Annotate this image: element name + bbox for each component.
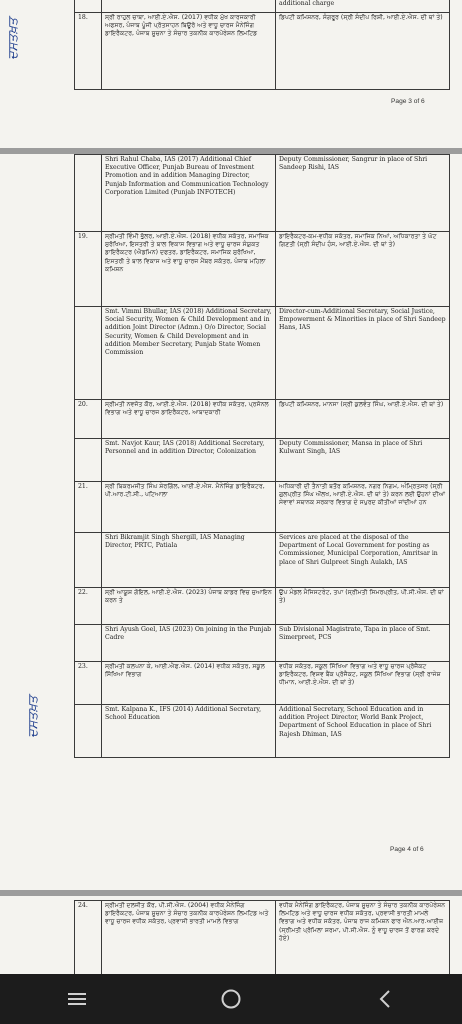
menu-icon	[67, 991, 87, 1007]
table-row: 21. ਸ੍ਰੀ ਬਿਕਰਮਜੀਤ ਸਿੰਘ ਸ਼ੇਰਗਿੱਲ, ਆਈ.ਏ.ਐਸ. ਮੈਨੇਜਿੰਗ ਡਾਇਰੈਕਟਰ, ਪੀ.ਆਰ.ਟੀ.ਸੀ., ਪਟਿਆਲਾ ਅਧਿਕਾਰੀ ਦੀ ਤੈਨਾਤੀ ਬਤੌਰ ਕਮਿਸ਼ਨਰ, ਨਗਰ ਨਿਗਮ, ਅੰਮ੍ਰਿਤਸਰ (ਸ੍ਰੀ ਗੁਲਪ੍ਰੀਤ ਸਿੰਘ ਔਲਖ, ਆਈ.ਏ.ਐਸ. ਦੀ ਥਾਂ ਤੇ) ਕਰਨ ਲਈ ਉਹਨਾਂ ਦੀਆਂ ਸੇਵਾਵਾਂ ਸਥਾਨਕ ਸਰਕਾਰ ਵਿਭਾਗ ਦੇ ਸਪੁਰਦ ਕੀਤੀਆਂ ਜਾਂਦੀਆਂ ਹਨ	[75, 482, 450, 533]
page-number: Page 3 of 6	[391, 98, 425, 105]
table-row: Smt. Navjot Kaur, IAS (2018) Additional Secretary, Personnel and in addition Director, Colonization Deputy Commissioner, Mansa in place of Shri Kulwant Singh, IAS	[75, 439, 450, 482]
table-row: 18. ਸ੍ਰੀ ਰਾਹੁਲ ਚਾਬਾ, ਆਈ.ਏ.ਐਸ. (2017) ਵਧੀਕ ਮੁੱਖ ਕਾਰਜਕਾਰੀ ਅਫਸਰ, ਪੰਜਾਬ ਪੂੰਜੀ ਪ੍ਰੋਤਸਾਹਨ ਬਿਊਰੋ ਅਤੇ ਵਾਧੂ ਚਾਰਜ ਮੈਨੇਜਿੰਗ ਡਾਇਰੈਕਟਰ, ਪੰਜਾਬ ਸੂਚਨਾ ਤੇ ਸੰਚਾਰ ਤਕਨੀਕ ਕਾਰਪੋਰੇਸ਼ਨ ਲਿਮਟਿਡ ਡਿਪਟੀ ਕਮਿਸ਼ਨਰ, ਸੰਗਰੂਰ (ਸ੍ਰੀ ਸੰਦੀਪ ਰਿਸ਼ੀ, ਆਈ.ਏ.ਐਸ. ਦੀ ਥਾਂ ਤੇ)	[75, 13, 450, 90]
home-button[interactable]	[201, 974, 261, 1024]
page-5-table	[74, 900, 450, 974]
table-row: Smt. Kalpana K., IFS (2014) Additional Secretary, School Education Additional Secretary, School Education and in addition Project Director, World Bank Project, Department of School Education in place of Shri Rajesh Dhiman, IAS	[75, 705, 450, 758]
back-button[interactable]	[355, 974, 415, 1024]
table-row: 23. ਸ੍ਰੀਮਤੀ ਕਲਪਨਾ ਕੇ, ਆਈ.ਐਫ.ਐਸ. (2014) ਵਧੀਕ ਸਕੱਤਰ, ਸਕੂਲ ਸਿੱਖਿਆ ਵਿਭਾਗ ਵਧੀਕ ਸਕੱਤਰ, ਸਕੂਲ ਸਿੱਖਿਆ ਵਿਭਾਗ ਅਤੇ ਵਾਧੂ ਚਾਰਜ ਪ੍ਰੋਜੈਕਟ ਡਾਇਰੈਕਟਰ, ਵਿਸ਼ਵ ਬੈਂਕ ਪ੍ਰੋਜੈਕਟ, ਸਕੂਲ ਸਿੱਖਿਆ ਵਿਭਾਗ (ਸ੍ਰੀ ਰਾਜੇਸ਼ ਧੀਮਾਨ, ਆਈ.ਏ.ਐਸ. ਦੀ ਥਾਂ ਤੇ)	[75, 662, 450, 705]
page-5-sheet	[0, 896, 462, 974]
table-row: Smt. Vimmi Bhullar, IAS (2018) Additional Secretary, Social Security, Women & Child Development and in addition Joint Director (Admn.) O/o Director, Social Security, Women & Child Development and in addition Member Secretary, Punjab State Women Commission Director-cum-Additional Secretary, Social Justice, Empowerment & Minorities in place of Shri Sandeep Hans, IAS	[75, 307, 450, 400]
page-number: Page 4 of 6	[390, 846, 424, 853]
table-row: 20. ਸ੍ਰੀਮਤੀ ਨਵਜੋਤ ਕੌਰ, ਆਈ.ਏ.ਐਸ. (2018) ਵਧੀਕ ਸਕੱਤਰ, ਪ੍ਰਸੋਨਲ ਵਿਭਾਗ ਅਤੇ ਵਾਧੂ ਚਾਰਜ ਡਾਇਰੈਕਟਰ, ਆਬਾਦਕਾਰੀ ਡਿਪਟੀ ਕਮਿਸ਼ਨਰ, ਮਾਨਸਾ (ਸ੍ਰੀ ਕੁਲਵੰਤ ਸਿੰਘ, ਆਈ.ਏ.ਐਸ. ਦੀ ਥਾਂ ਤੇ)	[75, 400, 450, 439]
page-4-sheet	[0, 154, 462, 890]
page-3-sheet	[0, 0, 462, 148]
table-row: 24. ਸ੍ਰੀਮਤੀ ਦਲਜੀਤ ਕੌਰ, ਪੀ.ਸੀ.ਐਸ. (2004) ਵਧੀਕ ਮੈਨੇਜਿੰਗ ਡਾਇਰੈਕਟਰ, ਪੰਜਾਬ ਸੂਚਨਾ ਤੇ ਸੰਚਾਰ ਤਕਨੀਕ ਕਾਰਪੋਰੇਸ਼ਨ ਲਿਮਟਿਡ ਅਤੇ ਵਾਧੂ ਚਾਰਜ ਵਧੀਕ ਸਕੱਤਰ, ਪ੍ਰਵਾਸੀ ਭਾਰਤੀ ਮਾਮਲੇ ਵਿਭਾਗ ਵਧੀਕ ਮੈਨੇਜਿੰਗ ਡਾਇਰੈਕਟਰ, ਪੰਜਾਬ ਸੂਚਨਾ ਤੇ ਸੰਚਾਰ ਤਕਨੀਕ ਕਾਰਪੋਰੇਸ਼ਨ ਲਿਮਟਿਡ ਅਤੇ ਵਾਧੂ ਚਾਰਜ ਵਧੀਕ ਸਕੱਤਰ, ਪ੍ਰਵਾਸੀ ਭਾਰਤੀ ਮਾਮਲੇ ਵਿਭਾਗ ਅਤੇ ਵਧੀਕ ਸਕੱਤਰ, ਪੰਜਾਬ ਰਾਜ ਕਮਿਸ਼ਨ ਫਾਰ ਐਨ.ਆਰ.ਆਈਜ਼ (ਸ੍ਰੀਮਤੀ ਪ੍ਰੋਮਿਲਾ ਸ਼ਰਮਾ, ਪੀ.ਸੀ.ਐਸ. ਨੂੰ ਵਾਧੂ ਚਾਰਜ ਤੋਂ ਫਾਰਗ ਕਰਦੇ ਹੋਏ)	[75, 901, 450, 975]
table-row: Shri Ayush Goel, IAS (2023) On joining in the Punjab Cadre Sub Divisional Magistrate, Tapa in place of Smt. Simerpreet, PCS	[75, 625, 450, 662]
table-row: 19. ਸ੍ਰੀਮਤੀ ਵਿੰਮੀ ਭੁੱਲਰ, ਆਈ.ਏ.ਐਸ. (2018) ਵਧੀਕ ਸਕੱਤਰ, ਸਮਾਜਿਕ ਸੁਰੱਖਿਆ, ਇਸਤਰੀ ਤੇ ਬਾਲ ਵਿਕਾਸ ਵਿਭਾਗ ਅਤੇ ਵਾਧੂ ਚਾਰਜ ਸੰਯੁਕਤ ਡਾਇਰੈਕਟਰ (ਐਡਮਿਨ) ਦਫਤਰ, ਡਾਇਰੈਕਟਰ, ਸਮਾਜਿਕ ਸੁਰੱਖਿਆ, ਇਸਤਰੀ ਤੇ ਬਾਲ ਵਿਕਾਸ ਅਤੇ ਵਾਧੂ ਚਾਰਜ ਮੈਂਬਰ ਸਕੱਤਰ, ਪੰਜਾਬ ਮਹਿਲਾ ਕਮਿਸ਼ਨ ਡਾਇਰੈਕਟਰ-ਕਮ-ਵਧੀਕ ਸਕੱਤਰ, ਸਮਾਜਿਕ ਨਿਆਂ, ਅਧਿਕਾਰਤਾ ਤੇ ਘੱਟ ਗਿਣਤੀ (ਸ੍ਰੀ ਸੰਦੀਪ ਹੰਸ, ਆਈ.ਏ.ਐਸ. ਦੀ ਥਾਂ ਤੇ)	[75, 232, 450, 307]
table-row: additional charge	[75, 0, 450, 13]
table-row: Shri Bikramjit Singh Shergill, IAS Managing Director, PRTC, Patiala Services are placed at the disposal of the Department of Local Government for posting as Commissioner, Municipal Corporation, Amritsar in place of Shri Gulpreet Singh Aulakh, IAS	[75, 533, 450, 588]
system-navigation-bar	[0, 974, 462, 1024]
signature: ਦਸਤਖ਼ਤ	[6, 17, 21, 60]
page-3-table	[74, 0, 450, 90]
table-row: Shri Rahul Chaba, IAS (2017) Additional Chief Executive Officer, Punjab Bureau of Investment Promotion and in addition Managing Director, Punjab Information and Communication Technology Corporation Limited (Punjab INFOTECH) Deputy Commissioner, Sangrur in place of Shri Sandeep Rishi, IAS	[75, 155, 450, 232]
back-chevron-icon	[378, 989, 392, 1009]
signature: ਦਸਤਖ਼ਤ	[26, 695, 41, 738]
table-row: 22. ਸ੍ਰੀ ਆਯੂਸ਼ ਗੋਇਲ, ਆਈ.ਏ.ਐਸ. (2023) ਪੰਜਾਬ ਕਾਡਰ ਵਿਚ ਜੁਆਇਨ ਕਰਨ ਤੇ ਉਪ ਮੰਡਲ ਮੈਜਿਸਟਰੇਟ, ਤਪਾ (ਸ੍ਰੀਮਤੀ ਸਿਮਰਪ੍ਰੀਤ, ਪੀ.ਸੀ.ਐਸ. ਦੀ ਥਾਂ ਤੇ)	[75, 588, 450, 625]
recent-apps-button[interactable]	[47, 974, 107, 1024]
home-circle-icon	[220, 988, 242, 1010]
page-4-table	[74, 154, 450, 758]
